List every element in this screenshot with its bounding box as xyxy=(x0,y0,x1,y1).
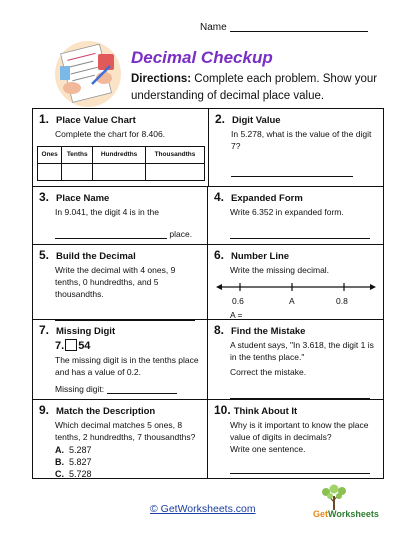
place-value-table xyxy=(37,146,205,181)
option-value: 5.827 xyxy=(69,457,92,467)
question-text: In 5.278, what is the value of the digit 7? xyxy=(231,129,372,151)
question-text: Why is it important to know the place value of digits in decimals? xyxy=(230,420,369,442)
directions-label: Directions: xyxy=(131,73,192,85)
answer-line[interactable] xyxy=(231,168,353,177)
answer-line[interactable] xyxy=(230,390,370,399)
question-8 xyxy=(208,320,383,399)
tick-label: A xyxy=(289,296,295,306)
question-number: 4. xyxy=(214,190,225,204)
question-suffix: place. xyxy=(169,229,193,239)
question-number: 6. xyxy=(214,248,225,262)
question-row xyxy=(33,400,383,478)
answer-line[interactable] xyxy=(230,465,370,474)
question-number: 2. xyxy=(215,112,226,126)
question-number: 10. xyxy=(214,403,231,417)
logo-worksheets: Worksheets xyxy=(328,509,379,519)
question-row xyxy=(33,320,383,400)
answer-line[interactable] xyxy=(55,230,167,239)
question-text: Complete the chart for 8.406. xyxy=(55,129,166,139)
question-number: 7. xyxy=(39,323,50,337)
missing-digit-number xyxy=(39,339,201,352)
digit-prefix: 7. xyxy=(55,340,65,352)
number-line-axis xyxy=(216,280,376,294)
option-letter: C. xyxy=(55,469,64,479)
question-row xyxy=(33,109,383,187)
option-a[interactable] xyxy=(55,444,201,456)
question-title: Number Line xyxy=(231,251,290,262)
question-title: Match the Description xyxy=(56,406,156,417)
question-number: 5. xyxy=(39,248,50,262)
question-title: Place Name xyxy=(56,193,110,204)
question-row xyxy=(33,187,383,245)
column-hundredths: Hundredths xyxy=(93,147,146,164)
answer-line[interactable] xyxy=(230,230,370,239)
question-text: A student says, "In 3.618, the digit 1 is in the tenths place." xyxy=(230,340,374,362)
question-9 xyxy=(33,400,208,478)
answer-line[interactable] xyxy=(107,385,177,394)
option-letter: B. xyxy=(55,457,64,467)
tick-label: 0.8 xyxy=(336,296,348,306)
question-2 xyxy=(209,109,383,186)
directions-text: Complete each problem. Show your understanding of decimal place value. xyxy=(131,73,378,102)
question-title: Find the Mistake xyxy=(231,326,306,337)
copyright-link[interactable]: © GetWorksheets.com xyxy=(150,503,256,515)
option-value: 5.728 xyxy=(69,469,92,479)
column-ones: Ones xyxy=(38,147,62,164)
column-thousandths: Thousandths xyxy=(145,147,204,164)
question-instruction: Correct the mistake. xyxy=(230,367,307,377)
question-number: 9. xyxy=(39,403,50,417)
question-title: Missing Digit xyxy=(56,326,116,337)
answer-label: A = xyxy=(230,310,243,320)
answer-cell[interactable] xyxy=(145,164,204,181)
question-number: 3. xyxy=(39,190,50,204)
question-text: Write the decimal with 4 ones, 9 tenths, 0 hundredths, and 5 thousandths. xyxy=(55,265,176,299)
tick-label: 0.6 xyxy=(232,296,244,306)
question-row xyxy=(33,245,383,320)
question-title: Think About It xyxy=(233,406,298,417)
question-instruction: Write one sentence. xyxy=(230,444,306,454)
question-7 xyxy=(33,320,208,399)
answer-cell[interactable] xyxy=(62,164,93,181)
question-4 xyxy=(208,187,383,244)
question-1 xyxy=(33,109,209,186)
answer-cell[interactable] xyxy=(38,164,62,181)
logo-text xyxy=(313,509,379,519)
question-grid xyxy=(32,108,384,479)
digit-box[interactable] xyxy=(65,339,77,351)
name-blank[interactable] xyxy=(230,31,368,32)
option-c[interactable] xyxy=(55,468,201,480)
option-letter: A. xyxy=(55,445,64,455)
question-3 xyxy=(33,187,208,244)
question-5 xyxy=(33,245,208,319)
question-number: 8. xyxy=(214,323,225,337)
question-number: 1. xyxy=(39,112,50,126)
question-10 xyxy=(208,400,383,478)
name-label: Name xyxy=(200,22,227,33)
question-text: In 9.041, the digit 4 is in the xyxy=(55,207,159,217)
question-text: Write the missing decimal. xyxy=(230,265,330,275)
question-title: Place Value Chart xyxy=(56,115,136,126)
page-title: Decimal Checkup xyxy=(131,48,273,67)
number-line xyxy=(214,278,377,308)
option-b[interactable] xyxy=(55,456,201,468)
directions xyxy=(131,71,381,105)
column-tenths: Tenths xyxy=(62,147,93,164)
answer-line[interactable] xyxy=(245,311,311,320)
question-text: Which decimal matches 5 ones, 8 tenths, 2 hundredths, 7 thousandths? xyxy=(55,420,196,442)
name-field xyxy=(200,22,368,33)
logo-get: Get xyxy=(313,509,329,519)
option-value: 5.287 xyxy=(69,445,92,455)
answer-label: Missing digit: xyxy=(55,384,105,394)
question-title: Digit Value xyxy=(232,115,281,126)
digit-suffix: 54 xyxy=(78,340,91,352)
question-title: Build the Decimal xyxy=(56,251,136,262)
answer-cell[interactable] xyxy=(93,164,146,181)
question-text: Write 6.352 in expanded form. xyxy=(230,207,344,217)
question-title: Expanded Form xyxy=(231,193,303,204)
question-6 xyxy=(208,245,383,319)
math-worksheet-hands-illustration-icon xyxy=(52,38,122,108)
question-text: The missing digit is in the tenths place and has a value of 0.2. xyxy=(55,355,199,377)
